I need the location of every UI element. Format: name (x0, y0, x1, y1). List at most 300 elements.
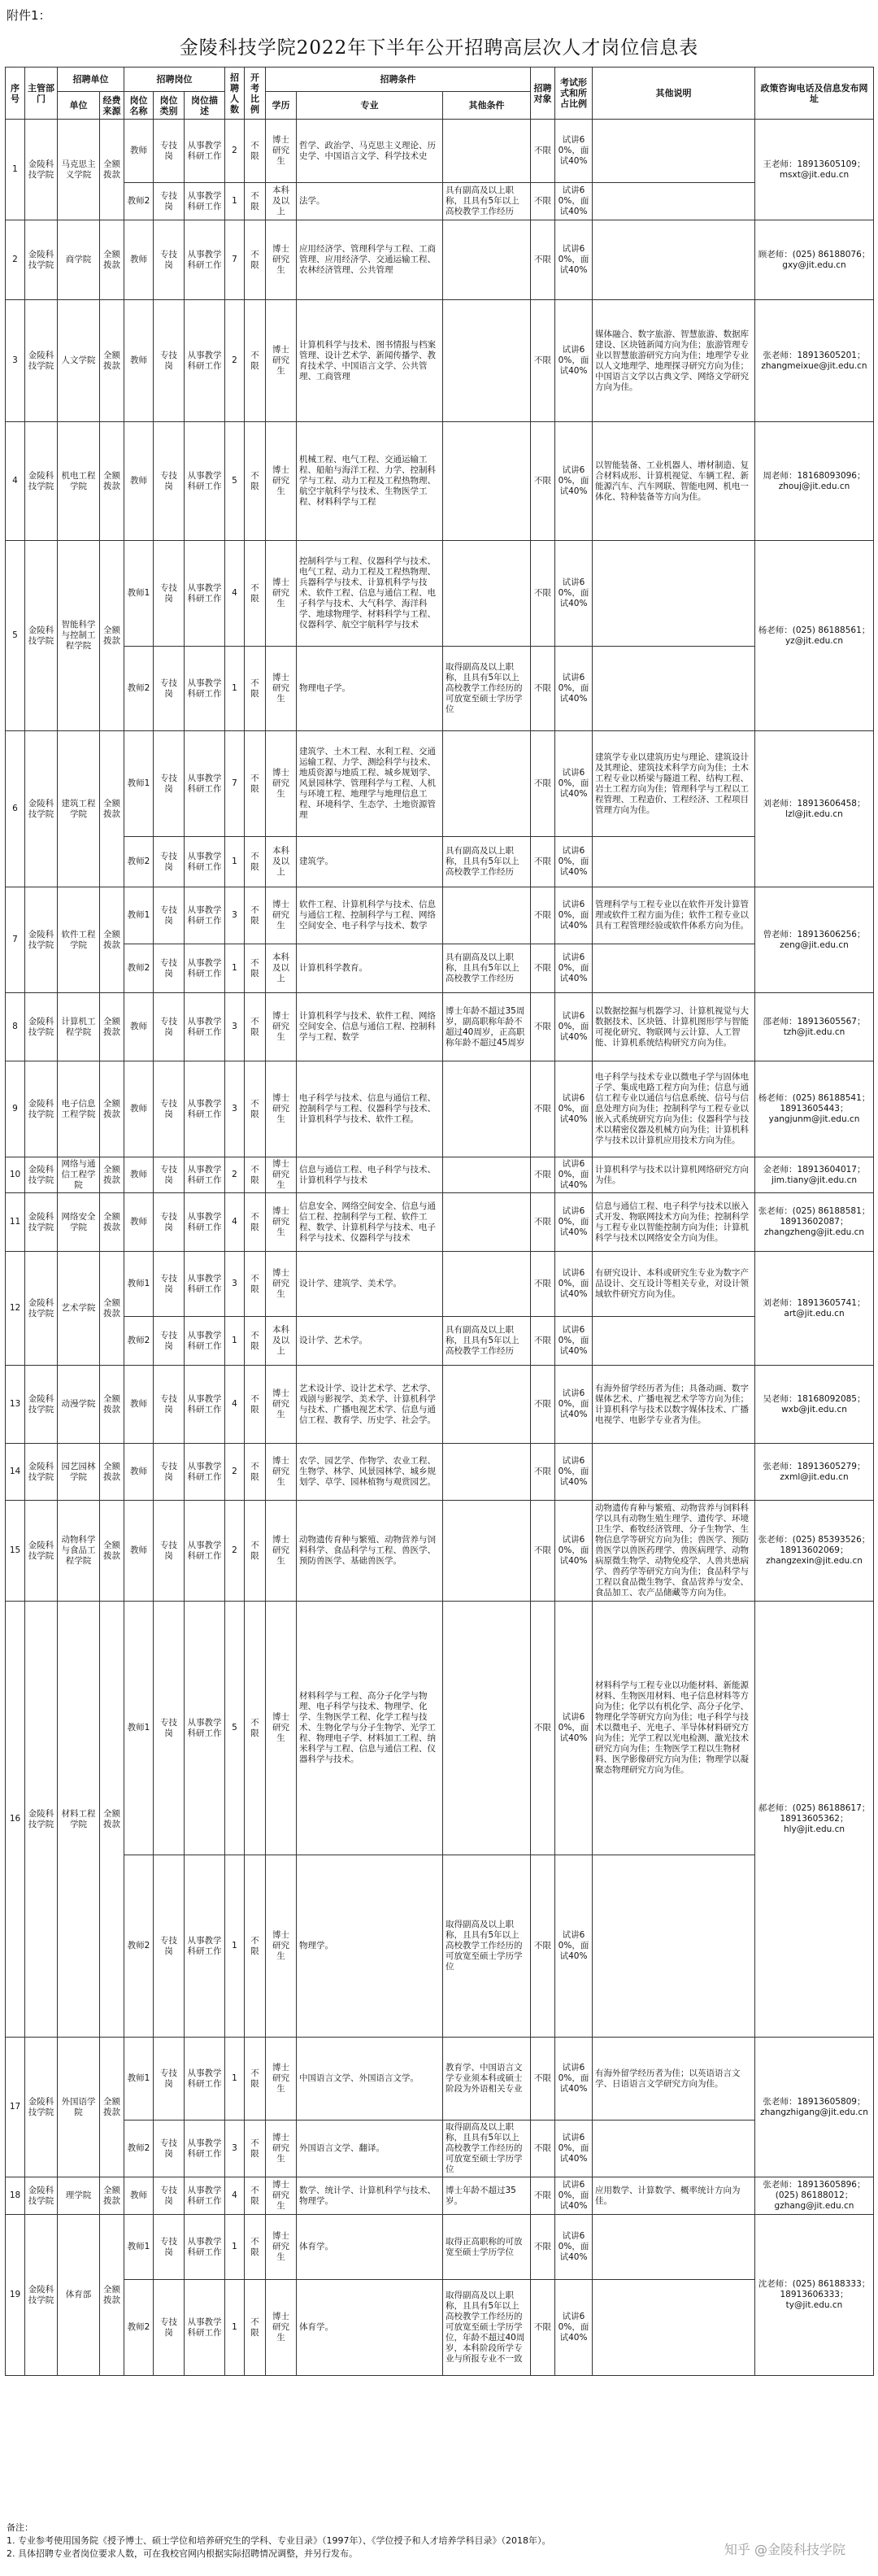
cell-fund: 全额拨款 (100, 1157, 124, 1193)
cell-fund: 全额拨款 (100, 1444, 124, 1501)
cell-exam: 试讲60%，面试40% (555, 2215, 593, 2280)
cell-target: 不限 (531, 1444, 555, 1501)
cell-type: 专技岗 (154, 1061, 185, 1157)
cell-desc: 从事教学科研工作 (185, 1501, 225, 1602)
cell-seq: 8 (6, 993, 25, 1061)
cell-remark (593, 2280, 755, 2376)
cell-other (443, 1193, 531, 1252)
table-row (6, 1602, 874, 1855)
cell-num: 2 (225, 1501, 245, 1602)
cell-ratio: 不限 (245, 731, 266, 837)
table-row (6, 1501, 874, 1602)
cell-degree: 博士研究生 (266, 993, 297, 1061)
table-row (6, 887, 874, 944)
cell-post: 教师2 (124, 837, 154, 887)
cell-contact: 张老师：18913605809； zhangzhigang@jit.edu.cn (755, 2038, 874, 2177)
cell-dept: 金陵科技学院 (25, 422, 58, 541)
cell-type: 专技岗 (154, 887, 185, 944)
cell-major: 软件工程、计算机科学与技术、信息与通信工程、控制科学与工程、网络空间安全、电子科学与技术、数学 (297, 887, 443, 944)
cell-desc: 从事教学科研工作 (185, 120, 225, 183)
cell-desc: 从事教学科研工作 (185, 1366, 225, 1444)
cell-contact: 张老师：(025) 85393526；18913602069； zhangzexin@jit.edu.cn (755, 1501, 874, 1602)
document-title: 金陵科技学院2022年下半年公开招聘高层次人才岗位信息表 (179, 37, 699, 59)
header-dept: 主管部门 (25, 68, 58, 120)
table-row (6, 731, 874, 837)
positions-table (5, 67, 874, 2376)
cell-type: 专技岗 (154, 2280, 185, 2376)
cell-desc: 从事教学科研工作 (185, 837, 225, 887)
cell-target: 不限 (531, 647, 555, 731)
cell-num: 7 (225, 220, 245, 300)
cell-ratio: 不限 (245, 1366, 266, 1444)
cell-num: 2 (225, 300, 245, 422)
cell-major: 哲学、政治学、马克思主义理论、历史学、中国语言文学、科学技术史 (297, 120, 443, 183)
cell-type: 专技岗 (154, 220, 185, 300)
cell-fund: 全额拨款 (100, 220, 124, 300)
cell-desc: 从事教学科研工作 (185, 2280, 225, 2376)
cell-major: 体育学。 (297, 2280, 443, 2376)
cell-post: 教师1 (124, 1252, 154, 1317)
cell-desc: 从事教学科研工作 (185, 300, 225, 422)
cell-remark: 应用数学、计算数学、概率统计方向为佳。 (593, 2177, 755, 2215)
cell-desc: 从事教学科研工作 (185, 1061, 225, 1157)
cell-major: 电子科学与技术、信息与通信工程、控制科学与工程、仪器科学与技术、计算机科学与技术、软件工程。 (297, 1061, 443, 1157)
cell-degree: 博士研究生 (266, 1444, 297, 1501)
cell-fund: 全额拨款 (100, 2215, 124, 2376)
cell-exam: 试讲60%，面试40% (555, 2121, 593, 2177)
cell-type: 专技岗 (154, 1317, 185, 1366)
cell-target: 不限 (531, 422, 555, 541)
table-row (6, 993, 874, 1061)
cell-dept: 金陵科技学院 (25, 887, 58, 993)
table-row (6, 647, 874, 731)
cell-type: 专技岗 (154, 1501, 185, 1602)
cell-type: 专技岗 (154, 731, 185, 837)
cell-remark: 有研究设计、本科或研究生专业为数字产品设计、交互设计等相关专业，对设计领域软件研究方向为佳。 (593, 1252, 755, 1317)
cell-remark: 管理科学与工程专业以在软件开发计算管理或软件工程方面为佳；软件工程专业以具有工程管理经验或软件体系方向为佳。 (593, 887, 755, 944)
cell-exam: 试讲60%，面试40% (555, 944, 593, 993)
cell-major: 中国语言文学、外国语言文学。 (297, 2038, 443, 2121)
cell-num: 1 (225, 183, 245, 220)
cell-dept: 金陵科技学院 (25, 2038, 58, 2177)
cell-target: 不限 (531, 1501, 555, 1602)
cell-post: 教师2 (124, 2121, 154, 2177)
cell-exam: 试讲60%，面试40% (555, 1366, 593, 1444)
cell-target: 不限 (531, 220, 555, 300)
cell-dept: 金陵科技学院 (25, 993, 58, 1061)
cell-exam: 试讲60%，面试40% (555, 1193, 593, 1252)
cell-seq: 9 (6, 1061, 25, 1157)
cell-degree: 博士研究生 (266, 1061, 297, 1157)
cell-desc: 从事教学科研工作 (185, 944, 225, 993)
cell-desc: 从事教学科研工作 (185, 2177, 225, 2215)
cell-type: 专技岗 (154, 1602, 185, 1855)
cell-desc: 从事教学科研工作 (185, 1317, 225, 1366)
cell-type: 专技岗 (154, 837, 185, 887)
cell-ratio: 不限 (245, 1061, 266, 1157)
cell-fund: 全额拨款 (100, 993, 124, 1061)
cell-unit: 电子信息工程学院 (58, 1061, 100, 1157)
cell-remark (593, 220, 755, 300)
cell-dept: 金陵科技学院 (25, 300, 58, 422)
header-major: 专业 (297, 92, 443, 120)
table-row (6, 1444, 874, 1501)
cell-contact: 郝老师：(025) 86188617；18913605362； hly@jit.edu.cn (755, 1602, 874, 2038)
cell-contact: 邵老师：18913605567； tzh@jit.edu.cn (755, 993, 874, 1061)
cell-target: 不限 (531, 1157, 555, 1193)
table-row (6, 1252, 874, 1317)
header-post-name: 岗位名称 (124, 92, 154, 120)
cell-degree: 博士研究生 (266, 220, 297, 300)
cell-remark (593, 1855, 755, 2038)
cell-dept: 金陵科技学院 (25, 1061, 58, 1157)
cell-unit: 体育部 (58, 2215, 100, 2376)
cell-unit: 计算机工程学院 (58, 993, 100, 1061)
cell-contact: 张老师：18913605896； (025) 86188012； gzhang@jit.edu.cn (755, 2177, 874, 2215)
cell-fund: 全额拨款 (100, 1366, 124, 1444)
cell-target: 不限 (531, 1193, 555, 1252)
cell-seq: 14 (6, 1444, 25, 1501)
cell-other (443, 887, 531, 944)
cell-degree: 博士研究生 (266, 120, 297, 183)
cell-ratio: 不限 (245, 1157, 266, 1193)
cell-exam: 试讲60%，面试40% (555, 120, 593, 183)
header-exam: 考试形式和所占比例 (555, 68, 593, 120)
table-row (6, 422, 874, 541)
cell-unit: 材料工程学院 (58, 1602, 100, 2038)
cell-major: 物理学。 (297, 1855, 443, 2038)
cell-type: 专技岗 (154, 1157, 185, 1193)
table-row (6, 1855, 874, 2038)
note-line: 1. 专业参考使用国务院《授予博士、硕士学位和培养研究生的学科、专业目录》（1997年）、《学位授予和人才培养学科目录》（2018年）。 (7, 2535, 551, 2546)
cell-desc: 从事教学科研工作 (185, 993, 225, 1061)
cell-ratio: 不限 (245, 1193, 266, 1252)
cell-remark (593, 120, 755, 183)
cell-type: 专技岗 (154, 647, 185, 731)
header-remarks: 其他说明 (593, 68, 755, 120)
cell-type: 专技岗 (154, 1855, 185, 2038)
cell-target: 不限 (531, 731, 555, 837)
cell-ratio: 不限 (245, 422, 266, 541)
cell-contact: 张老师：18913605201； zhangmeixue@jit.edu.cn (755, 300, 874, 422)
cell-other (443, 731, 531, 837)
cell-seq: 4 (6, 422, 25, 541)
cell-contact: 张老师：(025) 86188581；18913602087； zhangzheng@jit.edu.cn (755, 1193, 874, 1252)
cell-exam: 试讲60%，面试40% (555, 647, 593, 731)
cell-ratio: 不限 (245, 993, 266, 1061)
cell-other: 取得副高及以上职称，且具有5年以上高校教学工作经历的可放宽至硕士学历学位 (443, 2121, 531, 2177)
cell-degree: 博士研究生 (266, 300, 297, 422)
cell-post: 教师 (124, 1061, 154, 1157)
cell-degree: 本科及以上 (266, 183, 297, 220)
cell-seq: 11 (6, 1193, 25, 1252)
attachment-label: 附件1： (7, 8, 51, 23)
cell-unit: 网络与通信工程学院 (58, 1157, 100, 1193)
cell-target: 不限 (531, 887, 555, 944)
cell-seq: 15 (6, 1501, 25, 1602)
cell-ratio: 不限 (245, 1444, 266, 1501)
cell-dept: 金陵科技学院 (25, 1501, 58, 1602)
cell-num: 4 (225, 1366, 245, 1444)
cell-target: 不限 (531, 944, 555, 993)
cell-post: 教师2 (124, 183, 154, 220)
cell-other: 教育学、中国语言文学专业须本科或硕士阶段为外语相关专业 (443, 2038, 531, 2121)
cell-target: 不限 (531, 541, 555, 647)
cell-num: 3 (225, 1252, 245, 1317)
note-line: 备注： (7, 2522, 33, 2533)
cell-fund: 全额拨款 (100, 422, 124, 541)
cell-exam: 试讲60%，面试40% (555, 1061, 593, 1157)
cell-exam: 试讲60%，面试40% (555, 1501, 593, 1602)
cell-other: 博士年龄不超过35岁。 (443, 2177, 531, 2215)
cell-unit: 建筑工程学院 (58, 731, 100, 887)
note-line: 2. 具体招聘专业者岗位要求人数，可在我校官网内根据实际招聘情况调整，并另行发布。 (7, 2548, 358, 2559)
header-degree: 学历 (266, 92, 297, 120)
header-target: 招聘对象 (531, 68, 555, 120)
cell-num: 1 (225, 2038, 245, 2121)
cell-degree: 博士研究生 (266, 1193, 297, 1252)
cell-seq: 10 (6, 1157, 25, 1193)
cell-post: 教师 (124, 2177, 154, 2215)
cell-unit: 网络安全学院 (58, 1193, 100, 1252)
cell-exam: 试讲60%，面试40% (555, 1252, 593, 1317)
cell-dept: 金陵科技学院 (25, 2177, 58, 2215)
cell-degree: 博士研究生 (266, 731, 297, 837)
cell-contact: 沈老师：(025) 86188333；18913606333； ty@jit.edu.cn (755, 2215, 874, 2376)
cell-post: 教师 (124, 422, 154, 541)
cell-dept: 金陵科技学院 (25, 1366, 58, 1444)
cell-remark: 计算机科学与技术以计算机网络研究方向为佳。 (593, 1157, 755, 1193)
cell-dept: 金陵科技学院 (25, 731, 58, 887)
cell-remark: 媒体融合、数字旅游、智慧旅游、数据库建设、区块链新闻方向为佳；旅游管理专业以智慧旅游研究方向为佳；地理学专业以人文地理学、地理探寻研究方向为佳；中国语言文学以古典文学、网络文学研究方向为佳。 (593, 300, 755, 422)
cell-other (443, 220, 531, 300)
cell-seq: 19 (6, 2215, 25, 2376)
cell-major: 应用经济学、管理科学与工程、工商管理、应用经济学、交通运输工程、农林经济管理、公共管理 (297, 220, 443, 300)
cell-other (443, 120, 531, 183)
table-row (6, 120, 874, 183)
cell-contact: 顾老师：(025) 86188076； gxy@jit.edu.cn (755, 220, 874, 300)
cell-unit: 商学院 (58, 220, 100, 300)
cell-other: 具有副高及以上职称，且具有5年以上高校教学工作经历 (443, 944, 531, 993)
cell-contact: 曾老师：18913606256； zeng@jit.edu.cn (755, 887, 874, 993)
table-row (6, 2280, 874, 2376)
cell-post: 教师 (124, 1193, 154, 1252)
cell-exam: 试讲60%，面试40% (555, 887, 593, 944)
cell-remark: 有海外留学经历者为佳；具备动画、数字媒体艺术、广播电视艺术学等方向为佳；计算机科学与技术以数字媒体技术、广播电视学、电影学专业者为佳。 (593, 1366, 755, 1444)
cell-target: 不限 (531, 1252, 555, 1317)
cell-degree: 博士研究生 (266, 2280, 297, 2376)
cell-other (443, 1444, 531, 1501)
cell-type: 专技岗 (154, 2177, 185, 2215)
cell-num: 1 (225, 1317, 245, 1366)
cell-post: 教师 (124, 120, 154, 183)
cell-unit: 软件工程学院 (58, 887, 100, 993)
table-row (6, 1193, 874, 1252)
cell-seq: 5 (6, 541, 25, 731)
cell-exam: 试讲60%，面试40% (555, 2038, 593, 2121)
table-row (6, 837, 874, 887)
cell-desc: 从事教学科研工作 (185, 422, 225, 541)
cell-other (443, 422, 531, 541)
table-row (6, 1366, 874, 1444)
cell-major: 信息安全、网络空间安全、信息与通信工程、控制科学与工程、软件工程、数学、计算机科学与技术、电子科学与技术、仪器科学与技术 (297, 1193, 443, 1252)
cell-fund: 全额拨款 (100, 1061, 124, 1157)
cell-other: 具有副高及以上职称，且具有5年以上高校教学工作经历 (443, 183, 531, 220)
cell-num: 2 (225, 1444, 245, 1501)
cell-contact: 张老师：18913605279； zxml@jit.edu.cn (755, 1444, 874, 1501)
cell-ratio: 不限 (245, 1317, 266, 1366)
cell-ratio: 不限 (245, 2215, 266, 2280)
cell-degree: 博士研究生 (266, 647, 297, 731)
cell-dept: 金陵科技学院 (25, 2215, 58, 2376)
cell-target: 不限 (531, 1602, 555, 1855)
cell-target: 不限 (531, 837, 555, 887)
cell-ratio: 不限 (245, 887, 266, 944)
cell-remark: 信息与通信工程、电子科学与技术以嵌入式开发、物联网技术方向为佳；控制科学与工程专业以智能控制方向为佳；计算机科学与技术以网络安全方向为佳。 (593, 1193, 755, 1252)
cell-major: 控制科学与工程、仪器科学与技术、电气工程、动力工程及工程热物理、兵器科学与技术、计算机科学与技术、软件工程、信息与通信工程、电子科学与技术、大气科学、海洋科学、地球物理学、材料科学与工程、仪器科学、航空宇航科学与技术 (297, 541, 443, 647)
cell-major: 艺术设计学、设计艺术学、艺术学、戏剧与影视学、美术学、计算机科学与技术、广播电视艺术学、信息与通信工程、教育学、历史学、社会学。 (297, 1366, 443, 1444)
cell-exam: 试讲60%，面试40% (555, 993, 593, 1061)
cell-post: 教师1 (124, 2215, 154, 2280)
cell-degree: 博士研究生 (266, 541, 297, 647)
cell-desc: 从事教学科研工作 (185, 647, 225, 731)
header-conditions: 招聘条件 (266, 68, 531, 92)
cell-degree: 本科及以上 (266, 944, 297, 993)
cell-type: 专技岗 (154, 2215, 185, 2280)
cell-desc: 从事教学科研工作 (185, 2038, 225, 2121)
cell-num: 1 (225, 944, 245, 993)
cell-target: 不限 (531, 1317, 555, 1366)
cell-degree: 本科及以上 (266, 1317, 297, 1366)
cell-degree: 博士研究生 (266, 2121, 297, 2177)
cell-other (443, 1157, 531, 1193)
cell-post: 教师1 (124, 2038, 154, 2121)
cell-unit: 智能科学与控制工程学院 (58, 541, 100, 731)
cell-remark (593, 2215, 755, 2280)
header-post-type: 岗位类别 (154, 92, 185, 120)
cell-remark (593, 183, 755, 220)
table-row (6, 300, 874, 422)
cell-ratio: 不限 (245, 2280, 266, 2376)
cell-exam: 试讲60%，面试40% (555, 1444, 593, 1501)
cell-type: 专技岗 (154, 422, 185, 541)
header-post-group: 招聘岗位 (124, 68, 225, 92)
cell-fund: 全额拨款 (100, 1252, 124, 1366)
cell-remark (593, 1444, 755, 1501)
cell-num: 5 (225, 1602, 245, 1855)
cell-dept: 金陵科技学院 (25, 1252, 58, 1366)
cell-desc: 从事教学科研工作 (185, 731, 225, 837)
table-row (6, 2215, 874, 2280)
cell-num: 4 (225, 1193, 245, 1252)
cell-ratio: 不限 (245, 2177, 266, 2215)
cell-desc: 从事教学科研工作 (185, 2215, 225, 2280)
cell-target: 不限 (531, 2121, 555, 2177)
cell-post: 教师1 (124, 541, 154, 647)
cell-num: 1 (225, 647, 245, 731)
positions-table-body (6, 120, 874, 2376)
cell-contact: 刘老师：18913605741； art@jit.edu.cn (755, 1252, 874, 1366)
cell-num: 3 (225, 2121, 245, 2177)
cell-post: 教师 (124, 993, 154, 1061)
cell-desc: 从事教学科研工作 (185, 1193, 225, 1252)
cell-major: 外国语言文学、翻译。 (297, 2121, 443, 2177)
cell-type: 专技岗 (154, 300, 185, 422)
cell-exam: 试讲60%，面试40% (555, 541, 593, 647)
cell-post: 教师2 (124, 944, 154, 993)
cell-major: 建筑学、土木工程、水利工程、交通运输工程、力学、测绘科学与技术、地质资源与地质工程、城乡规划学、风景园林学、管理科学与工程、人机与环境工程、地理学与地理信息工程、环境科学、生态学、土地资源管理 (297, 731, 443, 837)
cell-dept: 金陵科技学院 (25, 1444, 58, 1501)
cell-ratio: 不限 (245, 944, 266, 993)
cell-num: 2 (225, 120, 245, 183)
cell-unit: 动漫学院 (58, 1366, 100, 1444)
cell-seq: 7 (6, 887, 25, 993)
cell-major: 农学、园艺学、作物学、农业工程、生物学、林学、风景园林学、城乡规划学、草学、园林植物与观赏园艺。 (297, 1444, 443, 1501)
cell-exam: 试讲60%，面试40% (555, 731, 593, 837)
cell-target: 不限 (531, 2215, 555, 2280)
header-ratio: 开考比例 (245, 68, 266, 120)
cell-fund: 全额拨款 (100, 2038, 124, 2177)
cell-target: 不限 (531, 1855, 555, 2038)
cell-target: 不限 (531, 300, 555, 422)
cell-desc: 从事教学科研工作 (185, 1252, 225, 1317)
cell-target: 不限 (531, 120, 555, 183)
cell-num: 2 (225, 1157, 245, 1193)
cell-degree: 博士研究生 (266, 1602, 297, 1855)
cell-degree: 博士研究生 (266, 2215, 297, 2280)
cell-remark: 电子科学与技术专业以微电子学与固体电子学、集成电路工程方向为佳；信息与通信工程专业以通信与信息系统、信号与信息处理方向为佳；控制科学与工程专业以嵌入式系统研究方向为佳；仪器科学与技术以精密仪器及机械方向为佳；计算机科学与技术以计算机应用技术方向为佳。 (593, 1061, 755, 1157)
cell-degree: 博士研究生 (266, 1157, 297, 1193)
cell-ratio: 不限 (245, 837, 266, 887)
cell-other: 具有副高及以上职称，且具有5年以上高校教学工作经历 (443, 837, 531, 887)
cell-other (443, 1602, 531, 1855)
cell-ratio: 不限 (245, 220, 266, 300)
cell-dept: 金陵科技学院 (25, 541, 58, 731)
cell-post: 教师2 (124, 1317, 154, 1366)
cell-num: 4 (225, 2177, 245, 2215)
header-other: 其他条件 (443, 92, 531, 120)
cell-remark (593, 1317, 755, 1366)
cell-unit: 艺术学院 (58, 1252, 100, 1366)
cell-type: 专技岗 (154, 944, 185, 993)
cell-other: 博士年龄不超过35周岁，副高职称年龄不超过40周岁，正高职称年龄不超过45周岁 (443, 993, 531, 1061)
header-funding: 经费来源 (100, 92, 124, 120)
cell-desc: 从事教学科研工作 (185, 2121, 225, 2177)
cell-target: 不限 (531, 2280, 555, 2376)
cell-desc: 从事教学科研工作 (185, 1444, 225, 1501)
cell-num: 3 (225, 993, 245, 1061)
cell-dept: 金陵科技学院 (25, 120, 58, 220)
cell-post: 教师 (124, 1501, 154, 1602)
cell-exam: 试讲60%，面试40% (555, 2280, 593, 2376)
cell-fund: 全额拨款 (100, 300, 124, 422)
cell-degree: 本科及以上 (266, 837, 297, 887)
cell-major: 设计学、艺术学。 (297, 1317, 443, 1366)
cell-target: 不限 (531, 2038, 555, 2121)
cell-num: 1 (225, 2280, 245, 2376)
cell-ratio: 不限 (245, 183, 266, 220)
cell-ratio: 不限 (245, 1602, 266, 1855)
cell-type: 专技岗 (154, 541, 185, 647)
cell-contact: 杨老师：(025) 86188541；18913605443； yangjunm@jit.edu.cn (755, 1061, 874, 1157)
cell-post: 教师 (124, 1157, 154, 1193)
cell-ratio: 不限 (245, 541, 266, 647)
cell-fund: 全额拨款 (100, 887, 124, 993)
cell-exam: 试讲60%，面试40% (555, 300, 593, 422)
cell-target: 不限 (531, 2177, 555, 2215)
cell-num: 3 (225, 1061, 245, 1157)
cell-seq: 3 (6, 300, 25, 422)
